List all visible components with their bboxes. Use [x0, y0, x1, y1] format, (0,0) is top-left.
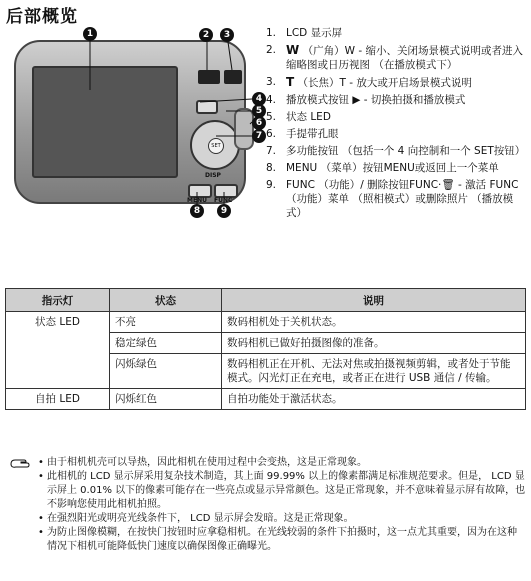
table-row [6, 312, 526, 333]
callout-4: 4 [252, 92, 266, 106]
note-item: • 在强烈阳光或明亮光线条件下， LCD 显示屏会发暗。这是正常现象。 [38, 512, 526, 526]
list-item: 9. FUNC （功能）/ 删除按钮FUNC·🗑 - 激活 FUNC （功能）菜单 （照相模式）或删除照片 （播放模式） [266, 179, 519, 219]
note-item: • 为防止图像模糊，在按快门按钮时应拿稳相机。在光线较弱的条件下拍摄时，这一点尤其重要，因为在这种情况下相机可能降低快门速度以确保图像正确曝光。 [38, 526, 526, 554]
state-cell: 闪烁绿色 [110, 354, 222, 389]
table-row [6, 389, 526, 410]
note-item: • 由于相机机壳可以导热，因此相机在使用过程中会变热，这是正常现象。 [38, 456, 526, 470]
pointing-hand-icon [10, 458, 30, 470]
note-item: • 此相机的 LCD 显示屏采用复杂技术制造，其上面 99.99% 以上的像素都满足标准规范要求。但是， LCD 显示屏上 0.01% 以下的像素可能存在一些亮点或显示异常颜色。这是正常现象，并不意味着显示屏有故障，也不影响您使用此相机拍照。 [38, 470, 526, 512]
callout-3: 3 [220, 28, 234, 42]
set-button: SET [208, 138, 224, 154]
state-cell: 稳定绿色 [110, 333, 222, 354]
header-state: 状态 [110, 289, 222, 312]
callout-9: 9 [217, 204, 231, 218]
header-indicator: 指示灯 [6, 289, 110, 312]
state-cell: 不亮 [110, 312, 222, 333]
list-item: 2. W （广角）W - 缩小、关闭场景模式说明或者进入缩略图或日历视图 （在播放模式下） [266, 43, 523, 71]
description-cell: 自拍功能处于激活状态。 [222, 389, 526, 410]
led-status-table [5, 288, 526, 410]
indicator-cell: 自拍 LED [6, 389, 110, 410]
state-cell: 闪烁红色 [110, 389, 222, 410]
header-description: 说明 [222, 289, 526, 312]
indicator-cell: 状态 LED [6, 312, 110, 389]
notes-section [10, 456, 526, 554]
callout-2: 2 [199, 28, 213, 42]
callout-7: 7 [252, 129, 266, 143]
func-label: FUNC [214, 197, 233, 204]
description-cell: 数码相机已做好拍摄图像的准备。 [222, 333, 526, 354]
parts-list [266, 26, 528, 223]
page-title: 后部概览 [6, 7, 78, 27]
description-cell: 数码相机正在开机、无法对焦或拍摄视频剪辑，或者处于节能模式。闪光灯正在充电，或者正在进行 USB 通信 / 传输。 [222, 354, 526, 389]
list-item: 5. 状态 LED [266, 111, 331, 123]
table-header-row [6, 289, 526, 312]
list-item: 4. 播放模式按钮 ▶ - 切换拍摄和播放模式 [266, 94, 466, 106]
list-item: 1. LCD 显示屏 [266, 27, 343, 39]
description-cell: 数码相机处于关机状态。 [222, 312, 526, 333]
callout-8: 8 [190, 204, 204, 218]
disp-label: DISP [205, 172, 221, 179]
callout-6: 6 [252, 116, 266, 130]
callout-5: 5 [252, 104, 266, 118]
callout-1: 1 [83, 27, 97, 41]
list-item: 8. MENU （菜单）按钮MENU或返回上一个菜单 [266, 162, 499, 174]
list-item: 6. 手提带孔眼 [266, 128, 339, 140]
list-item: 3. T （长焦）T - 放大或开启场景模式说明 [266, 75, 472, 89]
menu-label: MENU [187, 197, 207, 204]
list-item: 7. 多功能按钮 （包括一个 4 向控制和一个 SET按钮） [266, 145, 526, 157]
